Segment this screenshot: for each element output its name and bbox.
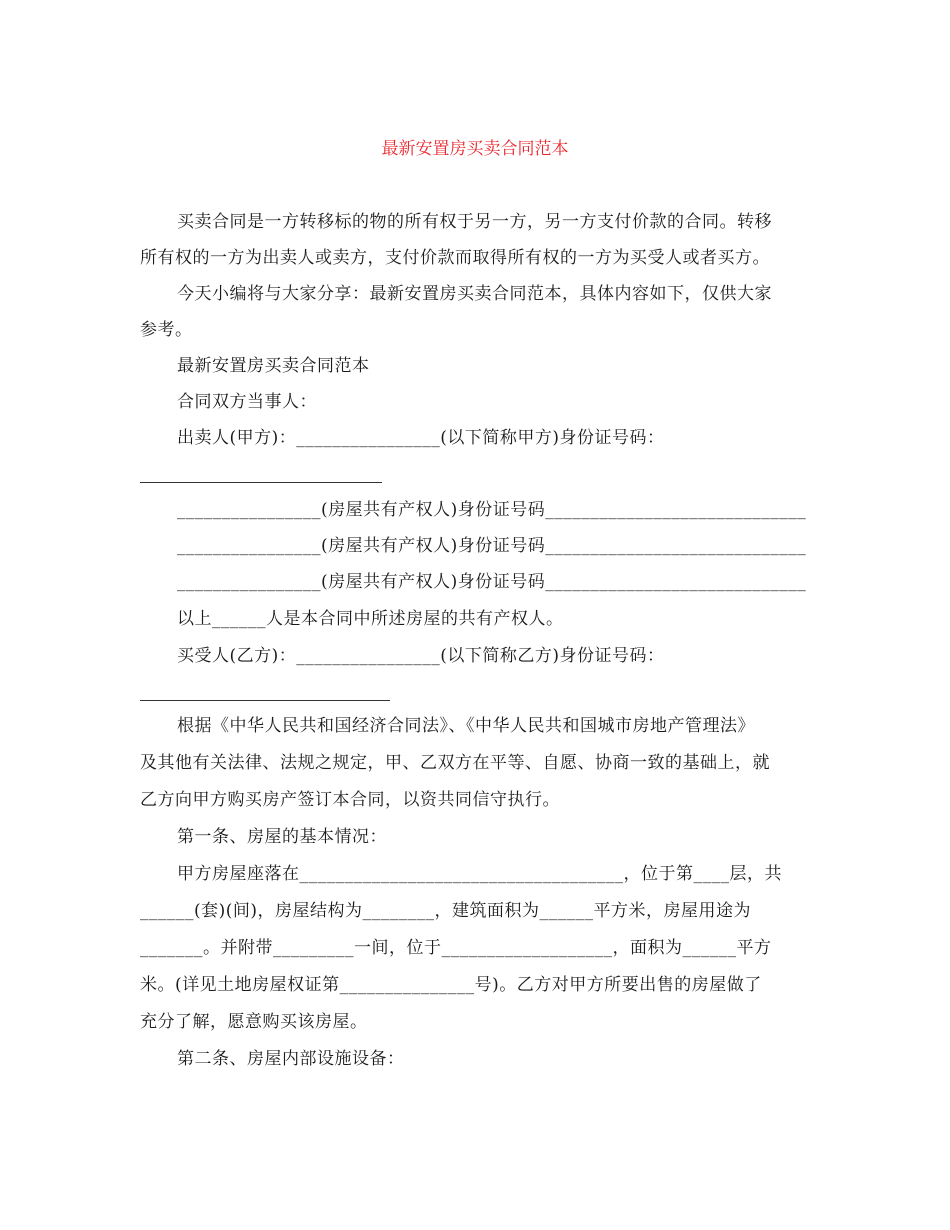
coowner-label: (房屋共有产权人)身份证号码 [321,536,546,556]
coowner-line-3 [140,564,849,600]
article-1-line-5: 充分了解，愿意购买该房屋。 [140,1012,368,1032]
intro-paragraph-line-1: 买卖合同是一方转移标的物的所有权于另一方，另一方支付价款的合同。转移 [177,212,772,232]
buyer-name-blank: ________________ [296,646,441,666]
coowner-id-blank: _____________________________ [545,500,807,520]
share-paragraph-line-2: 参考。 [140,320,193,340]
seller-id-rule [140,482,382,483]
basis-paragraph-line-2: 及其他有关法律、法规之规定，甲、乙双方在平等、自愿、协商一致的基础上，就 [140,753,770,773]
coowner-id-blank: _____________________________ [545,536,807,556]
article-1-line-2: ______(套)(间)，房屋结构为________，建筑面积为______平方米，房屋用途为 [140,901,752,921]
coowner-name-blank: ________________ [177,500,321,520]
coowner-label: (房屋共有产权人)身份证号码 [321,500,546,520]
coowner-line-2 [140,528,849,564]
parties-label: 合同双方当事人： [177,392,317,412]
article-1-line-1: 甲方房屋座落在____________________________________，位于第____层，共 [177,864,782,884]
article-1-line-4: 米。(详见土地房屋权证第_______________号)。乙方对甲方所要出售的房屋做了 [140,975,762,995]
buyer-line [140,638,849,674]
buyer-id-rule [140,700,390,701]
share-paragraph-line-1: 今天小编将与大家分享：最新安置房买卖合同范本，具体内容如下，仅供大家 [177,284,772,304]
seller-line [140,420,849,456]
article-1-title: 第一条、房屋的基本情况： [177,827,387,847]
buyer-label: 买受人(乙方)： [177,646,297,666]
intro-paragraph-line-2: 所有权的一方为出卖人或卖方，支付价款而取得所有权的一方为买受人或者买方。 [140,248,770,268]
article-2-title: 第二条、房屋内部设施设备： [177,1049,405,1069]
article-1-line-3: _______。并附带_________一间，位于___________________，面积为______平方 [140,938,772,958]
seller-name-blank: ________________ [296,428,441,448]
basis-paragraph-line-3: 乙方向甲方购买房产签订本合同，以资共同信守执行。 [140,790,560,810]
coowner-name-blank: ________________ [177,572,321,592]
document-title: 最新安置房买卖合同范本 [381,139,569,159]
seller-id-label: (以下简称甲方)身份证号码： [440,428,665,448]
coowner-id-blank: _____________________________ [545,572,807,592]
seller-label: 出卖人(甲方)： [177,428,297,448]
coowner-summary: 以上______人是本合同中所述房屋的共有产权人。 [177,609,564,629]
contract-heading: 最新安置房买卖合同范本 [177,356,370,376]
coowner-label: (房屋共有产权人)身份证号码 [321,572,546,592]
coowner-line-1 [140,492,849,528]
basis-paragraph-line-1: 根据《中华人民共和国经济合同法》、《中华人民共和国城市房地产管理法》 [177,716,755,736]
buyer-id-label: (以下简称乙方)身份证号码： [440,646,665,666]
coowner-name-blank: ________________ [177,536,321,556]
